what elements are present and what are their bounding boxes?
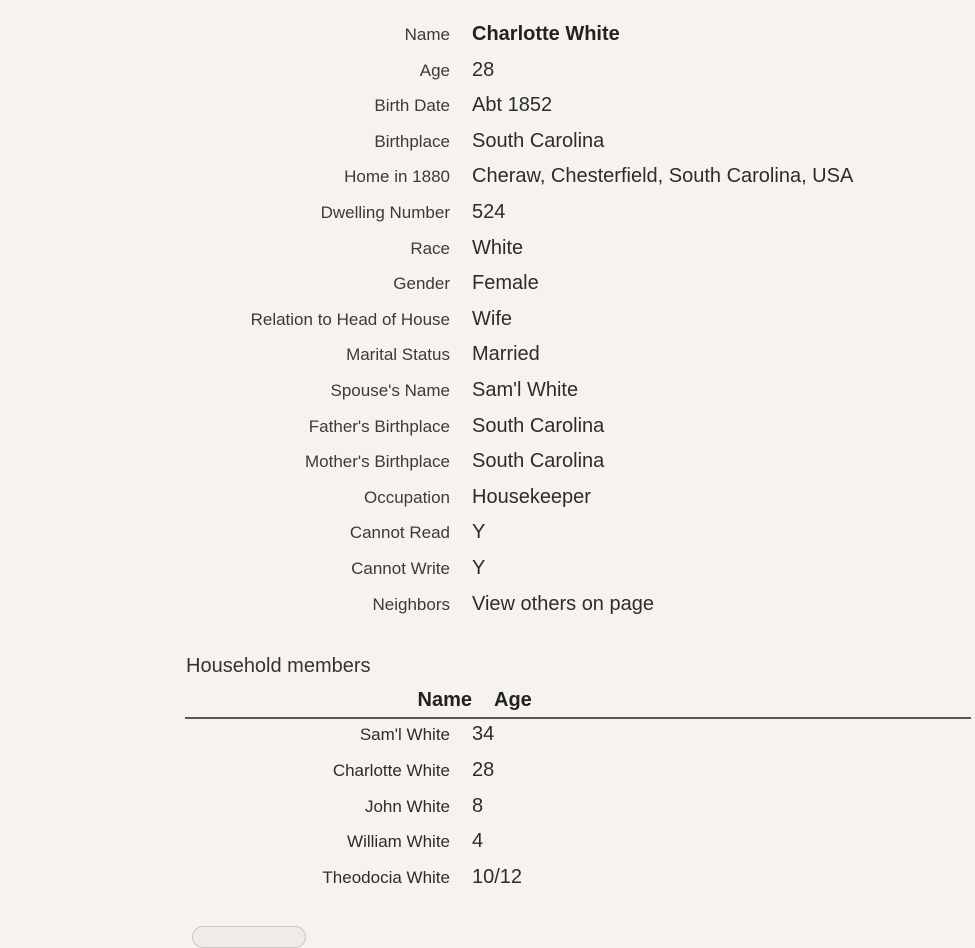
record-row-race [0, 237, 975, 273]
field-value: Y [472, 556, 486, 579]
field-value: Married [472, 343, 540, 366]
column-header-age: Age [494, 689, 532, 711]
record-row-name [0, 23, 975, 59]
field-value: Cheraw, Chesterfield, South Carolina, USA [472, 165, 854, 188]
field-label: Age [419, 60, 450, 80]
member-age: 34 [472, 723, 495, 745]
record-row-gender [0, 272, 975, 308]
record-details [0, 23, 975, 628]
record-row-cannot-write [0, 557, 975, 593]
field-label: Home in 1880 [344, 167, 450, 187]
record-row-birthplace [0, 130, 975, 166]
record-row-mother-birthplace [0, 450, 975, 486]
field-value: 28 [472, 58, 495, 81]
record-row-cannot-read [0, 521, 975, 557]
field-label: Birthplace [374, 131, 450, 151]
member-age: 28 [472, 758, 495, 781]
record-row-age [0, 59, 975, 95]
field-value: 524 [472, 200, 506, 223]
field-value: White [472, 236, 524, 259]
member-age: 4 [472, 830, 484, 853]
field-value: South Carolina [472, 450, 605, 473]
field-label: Cannot Write [351, 558, 450, 578]
member-name-link[interactable]: Charlotte White [332, 760, 450, 780]
field-label: Cannot Read [349, 523, 450, 543]
field-label: Race [410, 238, 450, 258]
record-row-father-birthplace [0, 415, 975, 451]
field-label: Occupation [364, 487, 450, 507]
field-value: South Carolina [472, 414, 605, 437]
field-label: Spouse's Name [330, 380, 450, 400]
record-row-home [0, 165, 975, 201]
field-value: Wife [472, 307, 512, 330]
field-value: Female [472, 272, 539, 295]
column-header-name: Name [417, 689, 472, 711]
field-label: Gender [393, 274, 450, 294]
field-label: Birth Date [374, 96, 450, 116]
field-value-name: Charlotte White [472, 23, 620, 45]
record-row-neighbors [0, 593, 975, 629]
field-value: Abt 1852 [472, 94, 553, 117]
view-neighbors-link[interactable]: View others on page [472, 592, 654, 615]
member-name-link[interactable]: Theodocia White [322, 868, 450, 888]
record-row-spouse [0, 379, 975, 415]
member-age: 8 [472, 794, 484, 817]
field-value: Y [472, 521, 486, 544]
household-title: Household members [186, 655, 371, 677]
member-name-link[interactable]: Sam'l White [359, 725, 450, 744]
field-value: Housekeeper [472, 485, 591, 508]
record-row-marital-status [0, 343, 975, 379]
field-label: Mother's Birthplace [305, 452, 450, 472]
table-row [0, 795, 975, 831]
record-row-occupation [0, 486, 975, 522]
field-label: Relation to Head of House [250, 309, 450, 329]
table-row [0, 723, 975, 759]
table-row [0, 830, 975, 866]
household-table-body [0, 723, 975, 902]
household-table-header [185, 685, 971, 719]
field-value: South Carolina [472, 129, 605, 152]
field-label: Dwelling Number [320, 202, 450, 222]
record-row-birth-date [0, 94, 975, 130]
field-label: Father's Birthplace [308, 416, 450, 436]
table-row [0, 759, 975, 795]
member-age: 10/12 [472, 866, 523, 889]
member-name-link[interactable]: John White [364, 796, 450, 816]
record-row-relation [0, 308, 975, 344]
partially-visible-button[interactable] [192, 926, 306, 948]
field-label: Neighbors [372, 594, 450, 614]
field-label: Marital Status [346, 345, 450, 365]
table-row [0, 866, 975, 902]
field-value: Sam'l White [472, 378, 579, 401]
member-name-link[interactable]: William White [347, 832, 450, 852]
record-row-dwelling-number [0, 201, 975, 237]
field-label: Name [404, 25, 450, 44]
